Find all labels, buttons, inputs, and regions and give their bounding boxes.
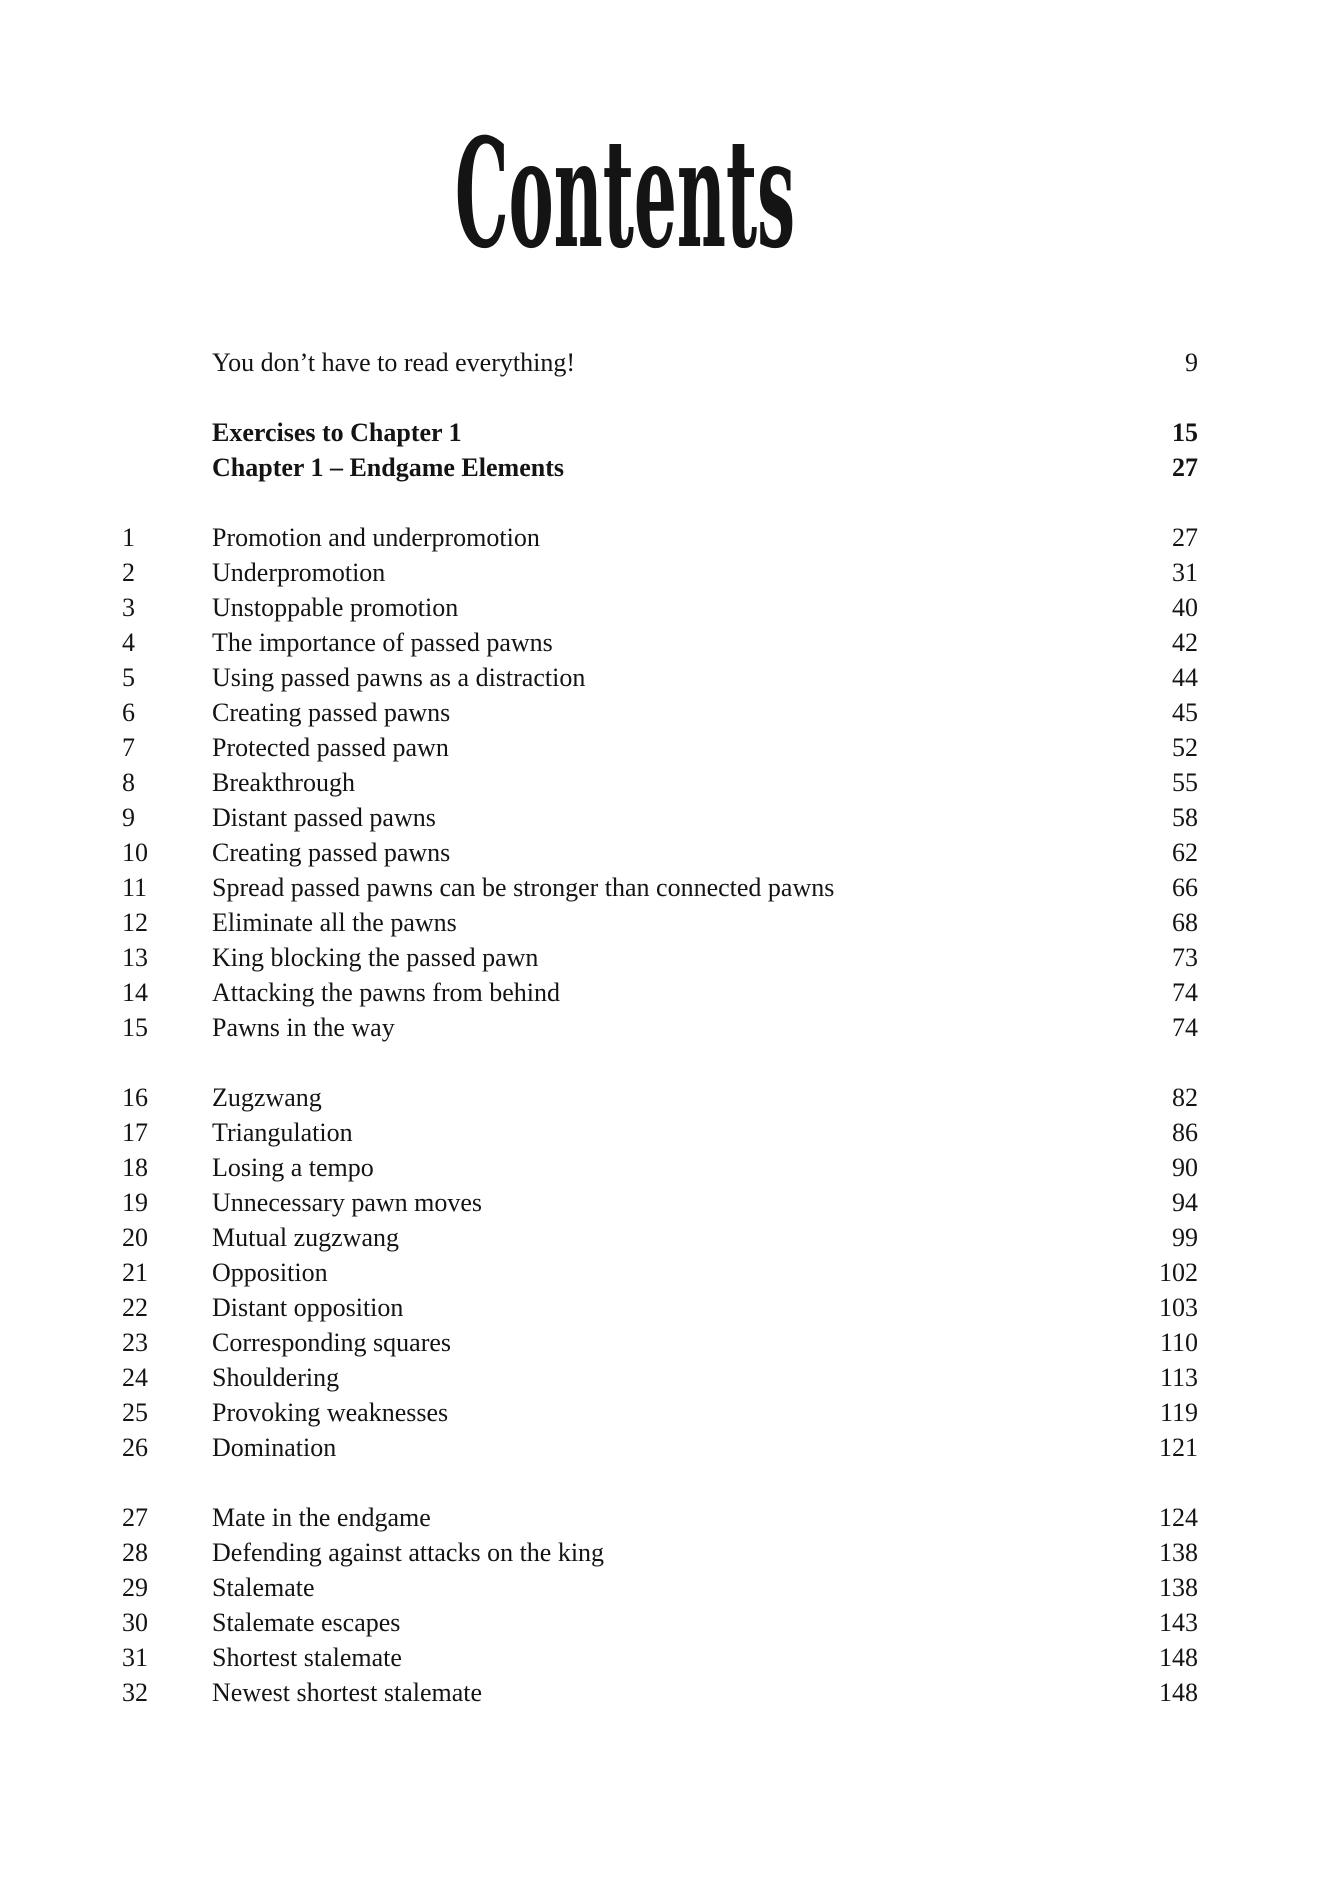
toc-entry-row: [122, 1010, 1198, 1045]
entry-title: Opposition: [212, 1258, 328, 1287]
entry-title: Unnecessary pawn moves: [212, 1188, 483, 1217]
toc-entry-row: [122, 835, 1198, 870]
entry-page-number: 15: [1172, 418, 1198, 447]
entry-title: Attacking the pawns from behind: [212, 978, 561, 1007]
entry-title: Stalemate escapes: [212, 1608, 401, 1637]
entry-number: 4: [122, 628, 135, 657]
entry-title: Underpromotion: [212, 558, 386, 587]
entry-number: 17: [122, 1118, 148, 1147]
entry-number: 13: [122, 943, 148, 972]
entry-page-number: 82: [1172, 1083, 1198, 1112]
entry-number: 15: [122, 1013, 148, 1042]
toc-intro-row: [122, 345, 1198, 380]
toc-entry-row: [122, 660, 1198, 695]
entry-number: 32: [122, 1678, 148, 1707]
entry-page-number: 27: [1172, 523, 1198, 552]
entry-number: 26: [122, 1433, 148, 1462]
entry-page-number: 52: [1172, 733, 1198, 762]
entry-number: 29: [122, 1573, 148, 1602]
entry-title: Exercises to Chapter 1: [212, 418, 462, 447]
entry-page-number: 40: [1172, 593, 1198, 622]
entry-page-number: 148: [1159, 1643, 1198, 1672]
entry-number: 8: [122, 768, 135, 797]
toc-entry-row: [122, 1290, 1198, 1325]
toc-entry-row: [122, 940, 1198, 975]
entry-number: 24: [122, 1363, 148, 1392]
entry-title: Domination: [212, 1433, 337, 1462]
toc-entry-row: [122, 1675, 1198, 1710]
entry-number: 2: [122, 558, 135, 587]
entry-title: Pawns in the way: [212, 1013, 395, 1042]
toc-chapter-header-row: [122, 415, 1198, 450]
entry-page-number: 103: [1159, 1293, 1198, 1322]
entry-number: 18: [122, 1153, 148, 1182]
toc-entry-row: [122, 1395, 1198, 1430]
entry-number: 21: [122, 1258, 148, 1287]
entry-page-number: 86: [1172, 1118, 1198, 1147]
entry-page-number: 62: [1172, 838, 1198, 867]
toc-chapter-header-row: [122, 450, 1198, 485]
toc-entry-row: [122, 1640, 1198, 1675]
entry-title: Defending against attacks on the king: [212, 1538, 605, 1567]
toc-entry-row: [122, 1220, 1198, 1255]
entry-number: 12: [122, 908, 148, 937]
toc-chapter-headers: [122, 415, 1198, 485]
toc-gap: [122, 485, 1198, 520]
entry-page-number: 99: [1172, 1223, 1198, 1252]
entry-number: 20: [122, 1223, 148, 1252]
entry-title: Zugzwang: [212, 1083, 322, 1112]
toc-entry-row: [122, 1360, 1198, 1395]
toc-entry-row: [122, 1255, 1198, 1290]
entry-page-number: 110: [1159, 1328, 1198, 1357]
entry-page-number: 124: [1159, 1503, 1198, 1532]
entry-title: Mutual zugzwang: [212, 1223, 400, 1252]
entry-title: Creating passed pawns: [212, 698, 451, 727]
entry-page-number: 31: [1172, 558, 1198, 587]
entry-title: Shouldering: [212, 1363, 340, 1392]
entry-page-number: 44: [1172, 663, 1198, 692]
entry-title: Losing a tempo: [212, 1153, 374, 1182]
toc-entry-row: [122, 625, 1198, 660]
entry-title: Chapter 1 – Endgame Elements: [212, 453, 564, 482]
toc-entry-row: [122, 1605, 1198, 1640]
entry-page-number: 66: [1172, 873, 1198, 902]
toc-entry-row: [122, 555, 1198, 590]
toc-entry-row: [122, 870, 1198, 905]
entry-title: Unstoppable promotion: [212, 593, 459, 622]
toc-entry-row: [122, 1115, 1198, 1150]
toc-entry-row: [122, 590, 1198, 625]
entry-title: Corresponding squares: [212, 1328, 452, 1357]
entry-page-number: 27: [1172, 453, 1198, 482]
entry-page-number: 68: [1172, 908, 1198, 937]
toc-entry-row: [122, 1185, 1198, 1220]
entry-title: Eliminate all the pawns: [212, 908, 457, 937]
entry-number: 10: [122, 838, 148, 867]
entry-number: 19: [122, 1188, 148, 1217]
entry-page-number: 143: [1159, 1608, 1198, 1637]
entry-title: Triangulation: [212, 1118, 353, 1147]
entry-title: Protected passed pawn: [212, 733, 449, 762]
toc-entry-row: [122, 1570, 1198, 1605]
entry-number: 31: [122, 1643, 148, 1672]
entry-number: 28: [122, 1538, 148, 1567]
entry-page-number: 119: [1159, 1398, 1198, 1427]
toc-gap: [122, 1045, 1198, 1080]
entry-number: 23: [122, 1328, 148, 1357]
page-title-wrap: [0, 106, 1295, 282]
entry-title: Stalemate: [212, 1573, 315, 1602]
entry-number: [122, 450, 212, 485]
entry-title: Spread passed pawns can be stronger than connected pawns: [212, 873, 835, 902]
entry-page-number: 45: [1172, 698, 1198, 727]
entry-number: 25: [122, 1398, 148, 1427]
toc-entry-row: [122, 975, 1198, 1010]
toc-entry-row: [122, 520, 1198, 555]
entry-title: Newest shortest stalemate: [212, 1678, 483, 1707]
toc-gap: [122, 1465, 1198, 1500]
entry-title: Distant passed pawns: [212, 803, 436, 832]
entry-page-number: 74: [1172, 1013, 1198, 1042]
entry-number: 7: [122, 733, 135, 762]
entry-title: Using passed pawns as a distraction: [212, 663, 586, 692]
toc-entry-row: [122, 765, 1198, 800]
entry-title: You don’t have to read everything!: [212, 348, 575, 377]
entry-page-number: 94: [1172, 1188, 1198, 1217]
toc-entry-row: [122, 1325, 1198, 1360]
entry-title: King blocking the passed pawn: [212, 943, 539, 972]
toc-entry-row: [122, 1150, 1198, 1185]
entry-title: Shortest stalemate: [212, 1643, 402, 1672]
entry-number: 22: [122, 1293, 148, 1322]
entry-number: 3: [122, 593, 135, 622]
page-title: Contents: [455, 106, 796, 282]
toc-entry-row: [122, 1080, 1198, 1115]
entry-page-number: 148: [1159, 1678, 1198, 1707]
entry-number: [122, 345, 212, 380]
entry-number: 27: [122, 1503, 148, 1532]
entry-page-number: 90: [1172, 1153, 1198, 1182]
entry-title: Breakthrough: [212, 768, 355, 797]
entry-number: 14: [122, 978, 148, 1007]
entry-page-number: 121: [1159, 1433, 1198, 1462]
entry-number: 6: [122, 698, 135, 727]
entry-title: Promotion and underpromotion: [212, 523, 540, 552]
entry-number: 1: [122, 523, 135, 552]
entry-title: Provoking weaknesses: [212, 1398, 449, 1427]
entry-page-number: 58: [1172, 803, 1198, 832]
toc-entry-row: [122, 695, 1198, 730]
entry-page-number: 55: [1172, 768, 1198, 797]
entry-page-number: 102: [1159, 1258, 1198, 1287]
entry-number: 5: [122, 663, 135, 692]
entry-page-number: 138: [1159, 1538, 1198, 1567]
entry-page-number: 9: [1185, 348, 1198, 377]
entry-page-number: 73: [1172, 943, 1198, 972]
toc-entry-row: [122, 1535, 1198, 1570]
toc-entry-row: [122, 800, 1198, 835]
entry-number: 9: [122, 803, 135, 832]
toc-entry-groups: [122, 520, 1198, 1710]
entry-number: 30: [122, 1608, 148, 1637]
entry-title: The importance of passed pawns: [212, 628, 553, 657]
entry-title: Mate in the endgame: [212, 1503, 431, 1532]
entry-number: 11: [122, 873, 148, 902]
toc-entry-row: [122, 730, 1198, 765]
table-of-contents: [122, 345, 1198, 1710]
toc-entry-row: [122, 1500, 1198, 1535]
entry-number: [122, 415, 212, 450]
entry-number: 16: [122, 1083, 148, 1112]
toc-gap: [122, 380, 1198, 415]
toc-entry-row: [122, 905, 1198, 940]
toc-entry-row: [122, 1430, 1198, 1465]
entry-page-number: 42: [1172, 628, 1198, 657]
entry-title: Distant opposition: [212, 1293, 404, 1322]
entry-page-number: 138: [1159, 1573, 1198, 1602]
entry-page-number: 113: [1159, 1363, 1198, 1392]
entry-title: Creating passed pawns: [212, 838, 451, 867]
entry-page-number: 74: [1172, 978, 1198, 1007]
